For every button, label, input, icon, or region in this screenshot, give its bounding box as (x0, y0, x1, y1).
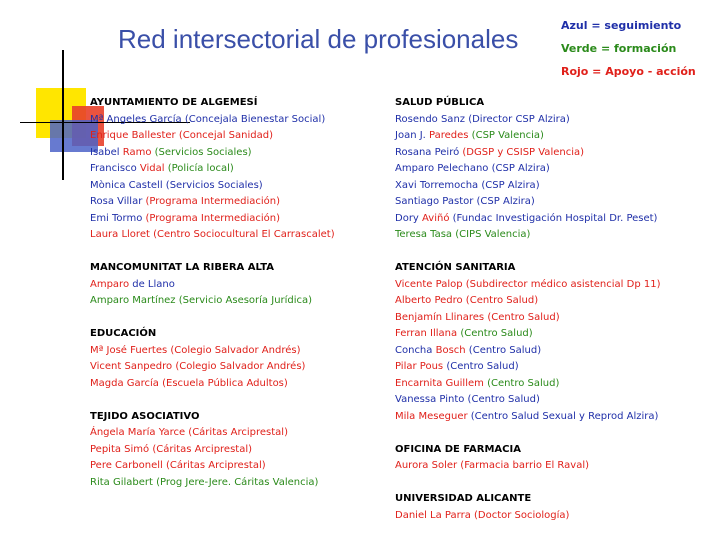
entry-segment: Daniel La Parra (Doctor Sociología) (395, 509, 570, 521)
member-entry (90, 227, 390, 244)
member-entry (395, 128, 725, 145)
entry-segment: (Centro Salud) (446, 361, 519, 372)
entry-segment: (DGSP y CSISP Valencia) (462, 146, 585, 158)
legend-item-blue: Azul = seguimiento (561, 19, 682, 32)
entry-segment: Joan J. (395, 130, 430, 141)
entry-segment: Vidal (139, 163, 165, 174)
entry-segment: (Servicios Sociales) (151, 146, 252, 158)
entry-segment: Emi Tormo (90, 212, 146, 224)
entry-segment: Aviñó (422, 212, 450, 224)
entry-segment: (Centro Salud) (465, 344, 542, 356)
member-entry (395, 409, 725, 426)
entry-segment: Dory (395, 212, 423, 224)
entry-segment: Rosendo Sanz (Director CSP Alzira) (395, 113, 570, 125)
member-entry (90, 178, 390, 195)
member-entry (90, 145, 390, 162)
entry-segment: Francisco (90, 163, 140, 174)
entry-segment: (CSP Valencia) (468, 130, 544, 141)
deco-vertical-line (62, 50, 64, 180)
color-legend (561, 14, 696, 83)
member-entry (90, 425, 390, 442)
section-heading: AYUNTAMIENTO DE ALGEMESÍ (90, 97, 258, 108)
entry-segment: Mª José Fuertes (Colegio Salvador Andrés) (90, 344, 301, 356)
entry-segment: Pepita Simó (Cáritas Arciprestal) (90, 443, 253, 455)
member-entry (90, 475, 390, 492)
entry-segment: Rita Gilabert (Prog Jere-Jere. Cáritas Valencia) (90, 476, 319, 488)
member-entry (90, 211, 390, 228)
section-heading: ATENCIÓN SANITARIA (395, 262, 516, 273)
member-entry (90, 293, 390, 310)
entry-segment: Mª Angeles García (Concejala Bienestar Social) (90, 113, 326, 125)
member-entry (395, 326, 725, 343)
section-gap (395, 244, 725, 261)
entry-segment: Vicente Palop (Subdirector médico asistencial Dp 11) (395, 278, 661, 290)
member-entry (395, 293, 725, 310)
member-entry (90, 458, 390, 475)
member-entry (395, 508, 725, 525)
entry-segment: Rosana Peiró (395, 146, 463, 158)
entry-segment: (Programa Intermediación) (145, 196, 280, 207)
member-entry (90, 343, 390, 360)
member-entry (395, 359, 725, 376)
section-heading: MANCOMUNITAT LA RIBERA ALTA (90, 262, 274, 273)
entry-segment: Paredes (429, 130, 469, 141)
section-heading: SALUD PÚBLICA (395, 97, 485, 108)
member-entry (395, 392, 725, 409)
member-entry (90, 112, 390, 129)
section-heading: OFICINA DE FARMACIA (395, 443, 521, 455)
left-column (90, 95, 390, 491)
entry-segment: (Fundac Investigación Hospital Dr. Peset) (449, 212, 658, 224)
section-gap (90, 392, 390, 409)
section-gap (90, 310, 390, 327)
member-entry (395, 145, 725, 162)
member-entry (90, 359, 390, 376)
entry-segment: Santiago Pastor (CSP Alzira) (395, 196, 535, 207)
member-entry (395, 227, 725, 244)
member-entry (395, 178, 725, 195)
member-entry (90, 128, 390, 145)
entry-segment: Vicent Sanpedro (Colegio Salvador Andrés) (90, 361, 306, 372)
entry-segment: Rosa Villar (90, 196, 146, 207)
entry-segment: (Programa Intermediación) (145, 212, 281, 224)
member-entry (395, 376, 725, 393)
section-heading: EDUCACIÓN (90, 328, 157, 339)
entry-segment: Laura Lloret (Centro Sociocultural El Carrascalet) (90, 229, 335, 240)
entry-segment: Pere Carbonell (Cáritas Arciprestal) (90, 460, 266, 471)
section-gap (395, 475, 725, 492)
entry-segment: de Llano (129, 278, 175, 290)
entry-segment: Vanessa Pinto (Centro Salud) (395, 394, 540, 405)
entry-segment: Enrique Ballester (Concejal Sanidad) (90, 130, 274, 141)
entry-segment: (Policía local) (164, 163, 234, 174)
member-entry (395, 277, 725, 294)
member-entry (395, 161, 725, 178)
member-entry (90, 376, 390, 393)
section-gap (395, 425, 725, 442)
member-entry (395, 112, 725, 129)
entry-segment: (Centro Salud) (487, 377, 560, 389)
entry-segment: Amparo Martínez (Servicio Asesoría Jurídica) (90, 295, 313, 306)
entry-segment: Ferran Illana (395, 328, 461, 339)
entry-segment: Bosch (435, 344, 466, 356)
member-entry (90, 194, 390, 211)
section-heading: TEJIDO ASOCIATIVO (90, 410, 200, 422)
member-entry (395, 310, 725, 327)
entry-segment: Isabel (90, 146, 123, 158)
entry-segment: Mila Meseguer (395, 410, 471, 422)
entry-segment: Amparo (90, 278, 130, 290)
member-entry (395, 194, 725, 211)
right-column (395, 95, 725, 524)
page-title: Red intersectorial de profesionales (118, 24, 519, 54)
legend-item-green: Verde = formación (561, 42, 677, 55)
entry-segment: Pilar Pous (395, 361, 447, 372)
member-entry (395, 211, 725, 228)
entry-segment: Ángela María Yarce (Cáritas Arciprestal) (90, 427, 288, 438)
member-entry (90, 442, 390, 459)
entry-segment: Amparo Pelechano (CSP Alzira) (395, 163, 550, 174)
entry-segment: (Centro Salud) (460, 328, 533, 339)
section-gap (90, 244, 390, 261)
section-heading: UNIVERSIDAD ALICANTE (395, 493, 532, 504)
entry-segment: Alberto Pedro (Centro Salud) (395, 295, 539, 306)
entry-segment: Concha (395, 344, 436, 356)
entry-segment: Aurora Soler (Farmacia barrio El Raval) (395, 460, 589, 471)
member-entry (395, 343, 725, 360)
member-entry (90, 277, 390, 294)
member-entry (395, 458, 725, 475)
entry-segment: (Centro Salud Sexual y Reprod Alzira) (470, 410, 659, 422)
legend-item-red: Rojo = Apoyo - acción (561, 65, 696, 78)
entry-segment: Encarnita Guillem (395, 377, 488, 389)
entry-segment: Xavi Torremocha (CSP Alzira) (395, 179, 540, 191)
entry-segment: Ramo (122, 146, 152, 158)
entry-segment: Magda García (Escuela Pública Adultos) (90, 377, 288, 389)
entry-segment: Teresa Tasa (CIPS Valencia) (395, 229, 531, 240)
entry-segment: Mònica Castell (Servicios Sociales) (90, 179, 263, 191)
entry-segment: Benjamín Llinares (Centro Salud) (395, 311, 560, 323)
member-entry (90, 161, 390, 178)
